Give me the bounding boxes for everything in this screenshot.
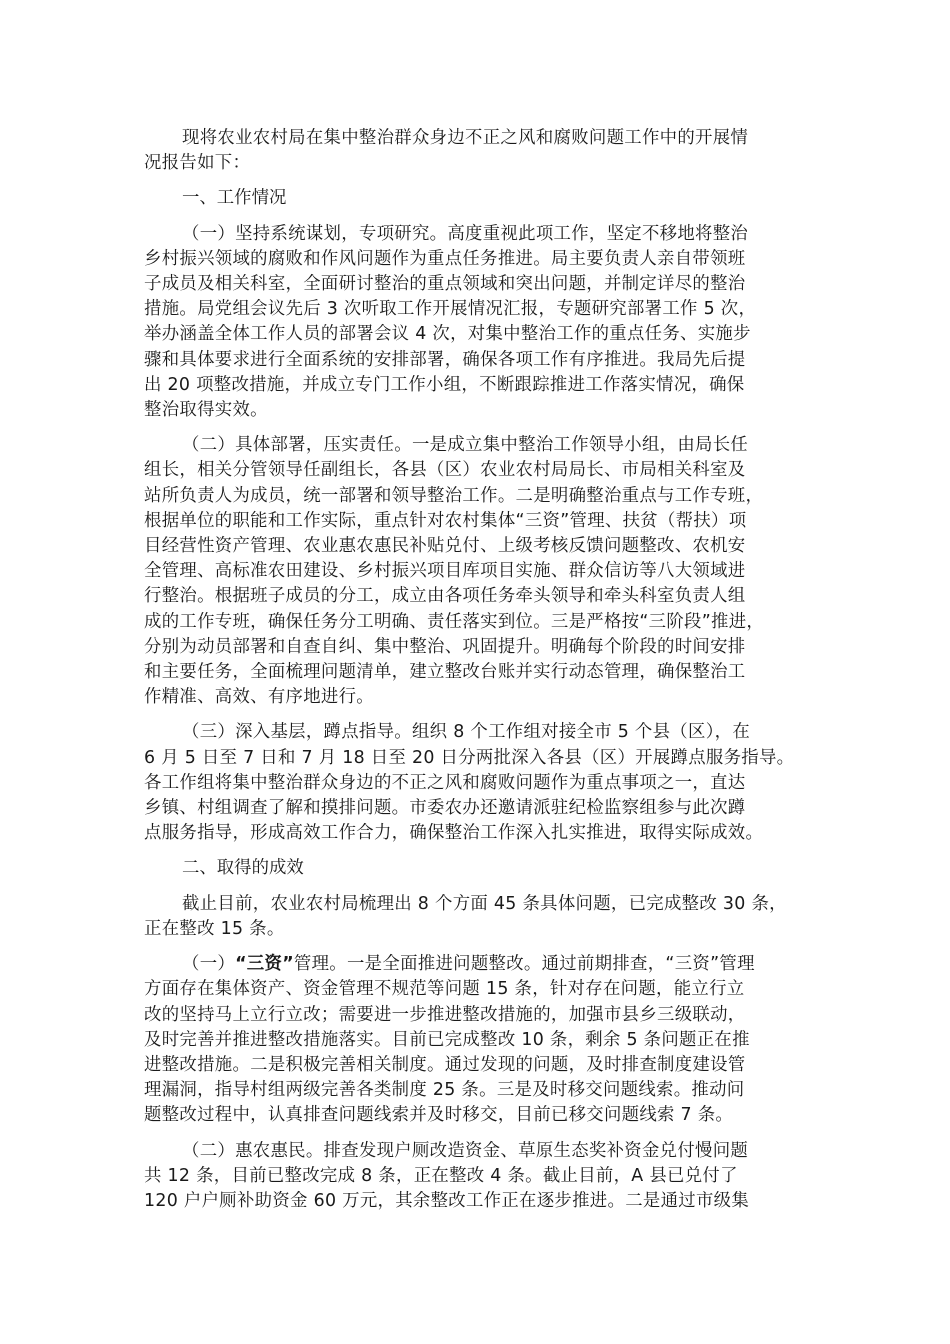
text-line: 6 月 5 日至 7 日和 7 月 18 日至 20 日分两批深入各县（区）开展蹲点服务指导。 (144, 747, 795, 768)
line-rest: 管理。一是全面推进问题整改。通过前期排查，“三资”管理 (293, 954, 755, 975)
text-line: 各工作组将集中整治群众身边的不正之风和腐败问题作为重点事项之一，直达 (144, 772, 746, 793)
text-line: 题整改过程中，认真排查问题线索并及时移交，目前已移交问题线索 7 条。 (144, 1105, 734, 1126)
text-line: 120 户户厕补助资金 60 万元，其余整改工作正在逐步推进。二是通过市级集 (144, 1190, 750, 1211)
intro-paragraph (144, 126, 822, 176)
text-line: （二）惠农惠民。排查发现户厕改造资金、草原生态奖补资金兑付慢问题 (182, 1140, 749, 1161)
paragraph-2-2 (144, 952, 822, 1128)
item-number: （一） (182, 954, 236, 975)
text-line: 及时完善并推进整改措施落实。目前已完成整改 10 条，剩余 5 条问题正在推 (144, 1029, 750, 1050)
text-line: 根据单位的职能和工作实际，重点针对农村集体“三资”管理、扶贫（帮扶）项 (144, 510, 747, 531)
text-line: 出 20 项整改措施，并成立专门工作小组，不断跟踪推进工作落实情况，确保 (144, 374, 745, 395)
text-line: 正在整改 15 条。 (144, 918, 285, 939)
text-line: 分别为动员部署和自查自纠、集中整治、巩固提升。明确每个阶段的时间安排 (144, 636, 746, 657)
section-heading-1: 一、工作情况 (182, 188, 287, 209)
text-line: 况报告如下： (144, 153, 251, 174)
text-line: 方面存在集体资产、资金管理不规范等问题 15 条，针对存在问题，能立行立 (144, 979, 745, 1000)
text-line: 现将农业农村局在集中整治群众身边不正之风和腐败问题工作中的开展情 (182, 128, 749, 148)
text-line: 全管理、高标准农田建设、乡村振兴项目库项目实施、群众信访等八大领域进 (144, 561, 746, 582)
text-line: 乡村振兴领域的腐败和作风问题作为重点任务推进。局主要负责人亲自带领班 (144, 248, 746, 269)
text-line: 行整治。根据班子成员的分工，成立由各项任务牵头领导和牵头科室负责人组 (144, 586, 746, 607)
text-line: 乡镇、村组调查了解和摸排问题。市委农办还邀请派驻纪检监察组参与此次蹲 (144, 798, 746, 819)
text-line: 整治取得实效。 (144, 400, 268, 421)
text-line: 改的坚持马上立行立改；需要进一步推进整改措施的，加强市县乡三级联动， (144, 1004, 746, 1025)
text-line: 站所负责人为成员，统一部署和领导整治工作。二是明确整治重点与工作专班， (144, 485, 764, 506)
text-line: （二）具体部署，压实责任。一是成立集中整治工作领导小组，由局长任 (182, 435, 749, 456)
paragraph-1-3 (144, 720, 822, 846)
paragraph-2-1 (144, 892, 822, 942)
text-line: 理漏洞，指导村组两级完善各类制度 25 条。三是及时移交问题线索。推动问 (144, 1080, 745, 1101)
text-line: 进整改措施。二是积极完善相关制度。通过发现的问题，及时排查制度建设管 (144, 1054, 746, 1075)
text-line: （三）深入基层，蹲点指导。组织 8 个工作组对接全市 5 个县（区），在 (182, 722, 751, 743)
text-line: （一）坚持系统谋划，专项研究。高度重视此项工作，坚定不移地将整治 (182, 223, 749, 244)
document-page (144, 126, 822, 1224)
section-heading-2: 二、取得的成效 (182, 858, 304, 879)
bold-term: “三资” (235, 954, 294, 975)
text-line: 点服务指导，形成高效工作合力，确保整治工作深入扎实推进，取得实际成效。 (144, 823, 764, 844)
text-line: 组长，相关分管领导任副组长，各县（区）农业农村局局长、市局相关科室及 (144, 460, 746, 481)
text-line: 骤和具体要求进行全面系统的安排部署，确保各项工作有序推进。我局先后提 (144, 349, 746, 370)
paragraph-1-2 (144, 433, 822, 710)
text-line: 作精准、高效、有序地进行。 (144, 687, 374, 708)
paragraph-1-1 (144, 222, 822, 424)
paragraph-2-3 (144, 1139, 822, 1215)
text-line: 共 12 条，目前已整改完成 8 条，正在整改 4 条。截止目前，A 县已兑付了 (144, 1165, 738, 1186)
text-line: 和主要任务，全面梳理问题清单，建立整改台账并实行动态管理，确保整治工 (144, 662, 746, 683)
text-line: 成的工作专班，确保任务分工明确、责任落实到位。三是严格按“三阶段”推进， (144, 611, 765, 632)
text-line: 目经营性资产管理、农业惠农惠民补贴兑付、上级考核反馈问题整改、农机安 (144, 536, 746, 557)
text-line: 截止目前，农业农村局梳理出 8 个方面 45 条具体问题，已完成整改 30 条， (182, 893, 787, 914)
text-line (144, 952, 822, 977)
text-line: 子成员及相关科室，全面研讨整治的重点领域和突出问题，并制定详尽的整治 (144, 274, 746, 295)
text-line: 措施。局党组会议先后 3 次听取工作开展情况汇报，专题研究部署工作 5 次， (144, 299, 757, 320)
text-line: 举办涵盖全体工作人员的部署会议 4 次，对集中整治工作的重点任务、实施步 (144, 324, 751, 345)
